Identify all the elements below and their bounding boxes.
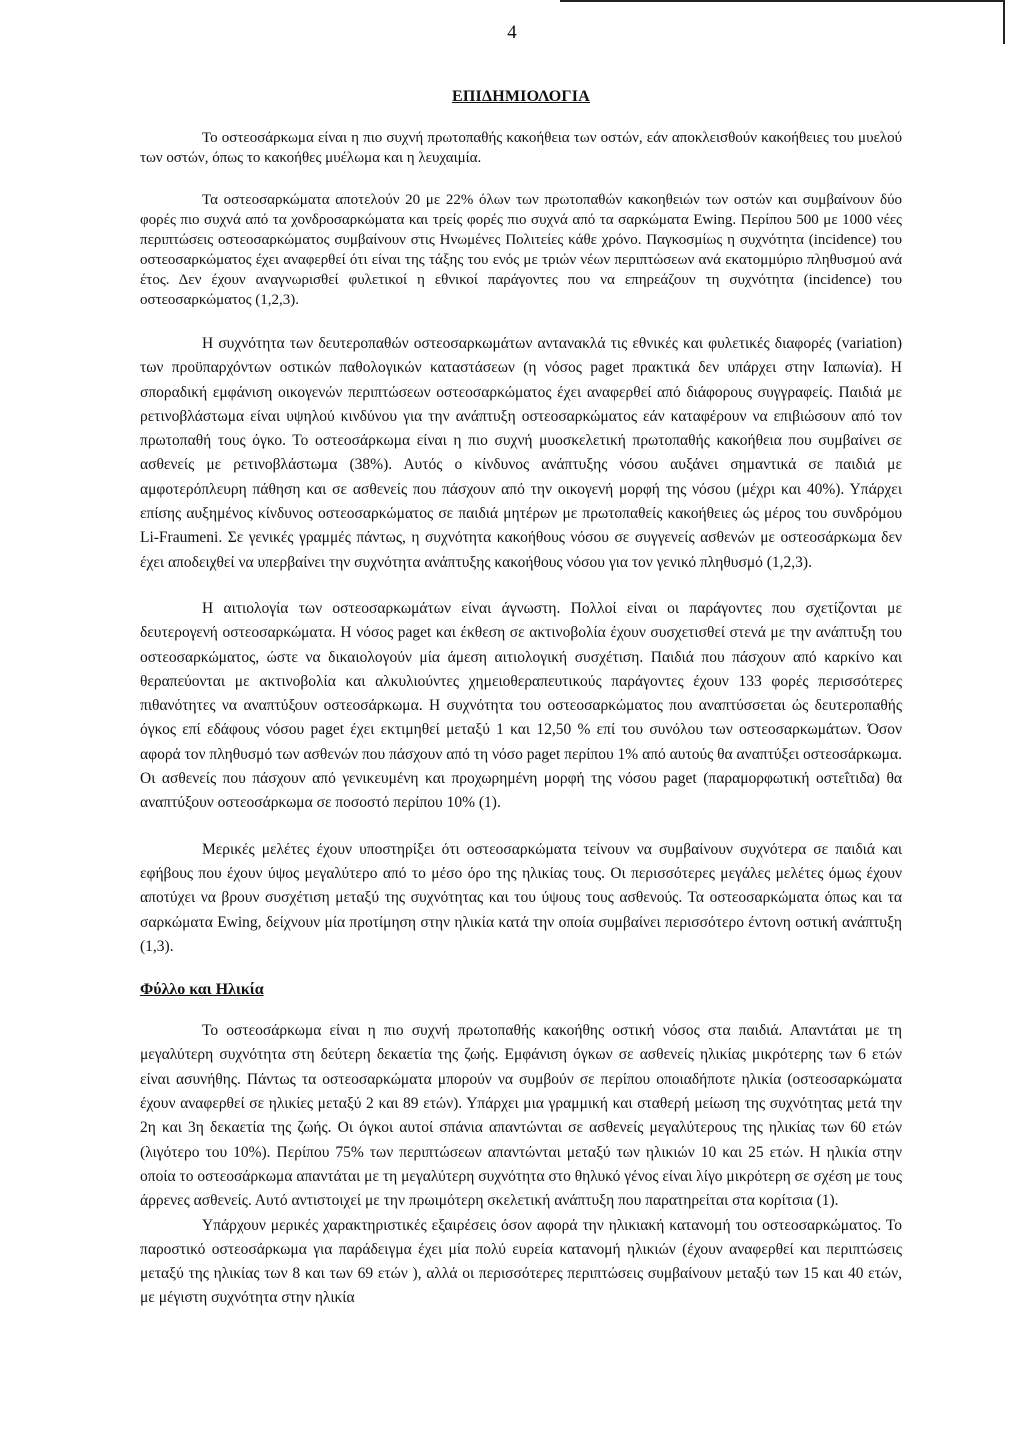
- page-border-top: [560, 0, 1003, 2]
- page-number: 4: [507, 22, 517, 43]
- paragraph-etiology: Η αιτιολογία των οστεοσαρκωμάτων είναι άγνωστη. Πολλοί είναι οι παράγοντες που σχετίζονται με δευτερογενή οστεοσαρκώματα. Η νόσος paget και έκθεση σε ακτινοβολία έχουν συσχετισθεί στενά με την ανάπτυξη του οστεοσαρκώματος, ώστε να δικαιολογούν μία άμεση αιτιολογική συσχέτιση. Παιδιά που πάσχουν από καρκίνο και θεραπεύονται με ακτινοβολία και αλκυλιούντες χημειοθεραπευτικούς παράγοντες έχουν 133 φορές περισσότερες πιθανότητες να αναπτύξουν οστεοσάρκωμα. Η συχνότητα του οστεοσαρκώματος που αναπτύσσεται ώς δευτεροπαθής όγκος επί εδάφους νόσου paget έχει εκτιμηθεί μεταξύ 1 και 12,50 % επί του συνόλου των οστεοσαρκωμάτων. Όσον αφορά τον πληθυσμό των ασθενών που πάσχουν από τη νόσο paget περίπου 1% από αυτούς θα αναπτύξει οστεοσάρκωμα. Οι ασθενείς που πάσχουν από γενικευμένη και προχωρημένη μορφή της νόσου paget (παραμορφωτική οστεΐτιδα) θα αναπτύξουν οστεοσάρκωμα σε ποσοστό περίπου 10% (1).: [140, 599, 902, 812]
- paragraph-age: Το οστεοσάρκωμα είναι η πιο συχνή πρωτοπαθής κακοήθης οστική νόσος στα παιδιά. Απαντάται με τη μεγαλύτερη συχνότητα στη δεύτερη δεκαετία της ζωής. Εμφάνιση όγκων σε ασθενείς ηλικίας μικρότερης των 6 ετών είναι ασυνήθης. Πάντως τα οστεοσαρκώματα μπορούν να συμβούν σε περίπου οποιαδήποτε ηλικία (οστεοσαρκώματα έχουν αναφερθεί σε ηλικίες μεταξύ 2 και 89 ετών). Υπάρχει μια γραμμική και σταθερή μείωση της συχνότητας μετά την 2η και 3η δεκαετία της ζωής. Οι όγκοι αυτοί σπάνια απαντώνται σε ασθενείς μεγαλύτερους της ηλικίας των 60 ετών (λιγότερο του 10%). Περίπου 75% των περιπτώσεων απαντώνται μεταξύ των ηλικιών 10 και 25 ετών. Η ηλικία στην οποία το οστεοσάρκωμα απαντάται με τη μεγαλύτερη συχνότητα στο θηλυκό γένος είναι λίγο μικρότερη σε σχέση με τους άρρενες ασθενείς. Αυτό αντιστοιχεί με την πρωιμότερη σκελετική ανάπτυξη που παρατηρείται στα κορίτσια (1).: [140, 1022, 902, 1210]
- page-title: ΕΠΙΔΗΜΙΟΛΟΓΙΑ: [452, 88, 590, 105]
- paragraph-secondary: Η συχνότητα των δευτεροπαθών οστεοσαρκωμάτων αντανακλά τις εθνικές και φυλετικές διαφορές (variation) των προϋπαρχόντων οστικών παθολογικών καταστάσεων (η νόσος paget πρακτικά δεν υπάρχει στην Ιαπωνία). Η σποραδική εμφάνιση οικογενών περιπτώσεων οστεοσαρκώματος έχει αναφερθεί από διάφορους συγγραφείς. Παιδιά με ρετινοβλάστωμα είναι υψηλού κινδύνου για την ανάπτυξη οστεοσαρκώματος εάν καταφέρουν να επιβιώσουν από τον πρωτοπαθή τους όγκο. Το οστεοσάρκωμα είναι η πιο συχνή μυοσκελετική πρωτοπαθής κακοήθεια που συμβαίνει σε ασθενείς με ρετινοβλάστωμα (38%). Αυτός ο κίνδυνος ανάπτυξης νόσου αυξάνει σημαντικά σε παιδιά με αμφοτερόπλευρη πάθηση και σε ασθενείς που πάσχουν από την οικογενή μορφή της νόσου (μέχρι και 40%). Υπάρχει επίσης αυξημένος κίνδυνος οστεοσαρκώματος σε παιδιά μητέρων με πρωτοπαθείς κακοήθειες ώς μέρος του συνδρόμου Li-Fraumeni. Σε γενικές γραμμές πάντως, η συχνότητα κακοήθους νόσου σε συγγενείς ασθενών με οστεοσάρκωμα δεν έχει αποδειχθεί να υπερβαίνει την συχνότητα ανάπτυξης κακοήθους νόσου για τον γενικό πληθυσμό (1,2,3).: [140, 335, 902, 571]
- paragraph-exceptions: Υπάρχουν μερικές χαρακτηριστικές εξαιρέσεις όσον αφορά την ηλικιακή κατανομή του οστεοσαρκώματος. Το παροστικό οστεοσάρκωμα για παράδειγμα έχει μία πολύ ευρεία κατανομή ηλικιών (έχουν αναφερθεί και περιπτώσεις μεταξύ της ηλικίας των 8 και των 69 ετών ), αλλά οι περισσότερες περιπτώσεις συμβαίνουν μεταξύ των 15 και 40 ετών, με μέγιστη συχνότητα στην ηλικία: [140, 1216, 902, 1307]
- paragraph-incidence: Τα οστεοσαρκώματα αποτελούν 20 με 22% όλων των πρωτοπαθών κακοηθειών των οστών και συμβαίνουν δύο φορές πιο συχνά από τα χονδροσαρκώματα και τρείς φορές πιο συχνά από τα σαρκώματα Ewing. Περίπου 500 με 1000 νέες περιπτώσεις οστεοσαρκώματος συμβαίνουν στις Ηνωμένες Πολιτείες κάθε χρόνο. Παγκοσμίως η συχνότητα (incidence) του οστεοσαρκώματος έχει αναφερθεί ότι είναι της τάξης του ενός με τριών νέων περιπτώσεων ανά εκατομμύριο πληθυσμού ανά έτος. Δεν έχουν αναγνωρισθεί φυλετικοί η εθνικοί παράγοντες που να επηρεάζουν τη συχνότητα (incidence) του οστεοσαρκώματος (1,2,3).: [140, 192, 902, 308]
- paragraph-intro: Το οστεοσάρκωμα είναι η πιο συχνή πρωτοπαθής κακοήθεια των οστών, εάν αποκλεισθούν κακοήθειες του μυελού των οστών, όπως το κακοήθες μυέλωμα και η λευχαιμία.: [140, 130, 902, 166]
- document-body: [140, 88, 902, 1311]
- section-heading: Φύλλο και Ηλικία: [140, 981, 264, 999]
- paragraph-height: Μερικές μελέτες έχουν υποστηρίξει ότι οστεοσαρκώματα τείνουν να συμβαίνουν συχνότερα σε παιδιά και εφήβους που έχουν ύψος μεγαλύτερο από το μέσο όρο της ηλικίας τους. Οι περισσότερες μεγάλες μελέτες όμως έχουν αποτύχει να βρουν συσχέτιση μεταξύ της συχνότητας και του ύψους τους ασθενούς. Τα οστεοσαρκώματα όπως και τα σαρκώματα Ewing, δείχνουν μία προτίμηση στην ηλικία κατά την οποία συμβαίνει περισσότερο έντονη οστική ανάπτυξη (1,3).: [140, 840, 902, 955]
